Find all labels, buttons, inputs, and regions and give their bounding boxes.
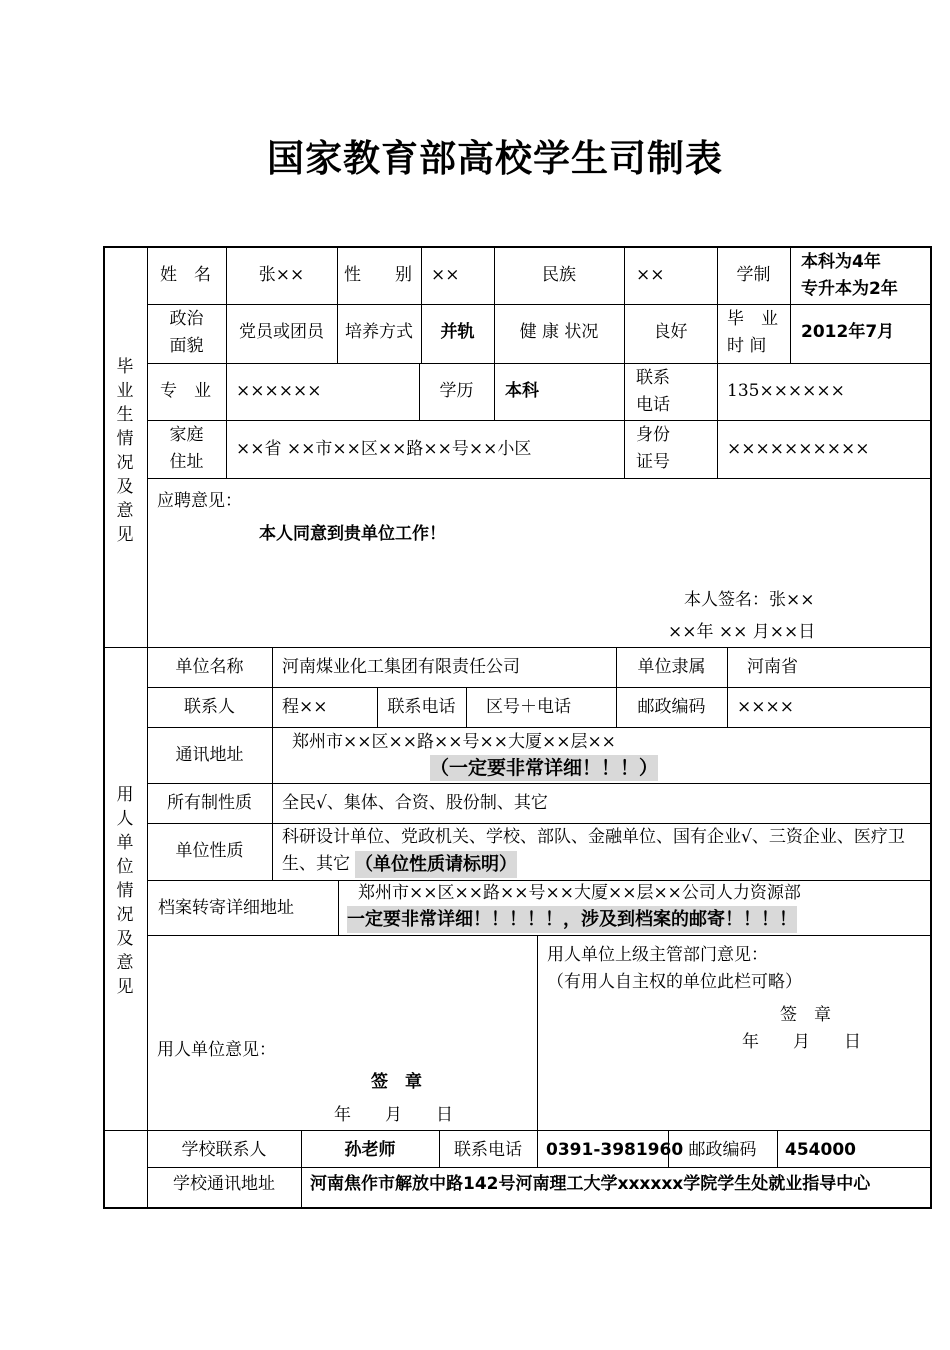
- contact-phone-value: 区号＋电话: [486, 697, 571, 717]
- affiliation-value: 河南省: [747, 657, 798, 677]
- page-title: 国家教育部高校学生司制表: [267, 137, 723, 180]
- health-label: 健 康 状况: [519, 322, 599, 342]
- opinion-text: 本人同意到贵单位工作！: [259, 524, 446, 544]
- graduate-signature: 本人签名：张××: [684, 590, 815, 610]
- address-value: ××省 ××市××区××路××号××小区: [236, 439, 532, 459]
- postcode-value: ××××: [737, 697, 794, 717]
- graduate-date: ××年 ×× 月××日: [668, 622, 816, 642]
- schooling-line2: 专升本为2年: [801, 279, 898, 299]
- mail-address-value: 郑州市××区××路××号××大厦××层××: [292, 732, 616, 752]
- phone-label-1: 联系: [636, 368, 670, 388]
- address-label-2: 住址: [169, 452, 204, 472]
- cell-divider: [338, 880, 339, 935]
- postcode-label: 邮政编码: [637, 697, 706, 717]
- archive-label: 档案转寄详细地址: [158, 898, 294, 918]
- opinion-label: 应聘意见：: [157, 491, 242, 511]
- section-divider: [104, 1130, 931, 1131]
- school-contact-value: 孙老师: [344, 1140, 396, 1160]
- school-postcode-value: 454000: [785, 1140, 856, 1160]
- ownership-label: 所有制性质: [167, 793, 252, 813]
- unit-date: 年 月 日: [334, 1105, 453, 1125]
- row-divider: [147, 687, 932, 688]
- training-value: 并轨: [440, 322, 475, 342]
- row-divider: [147, 783, 932, 784]
- unit-name-label: 单位名称: [175, 657, 244, 677]
- id-label-2: 证号: [636, 452, 670, 472]
- cell-divider: [624, 247, 625, 478]
- gender-value: ××: [431, 265, 460, 285]
- column-divider: [147, 247, 148, 1209]
- contact-value: 程××: [282, 697, 328, 717]
- section-label-employer: 用人单位情况及意见: [116, 785, 134, 997]
- health-value: 良好: [653, 322, 688, 342]
- cell-divider: [226, 363, 227, 478]
- name-value: 张××: [258, 265, 305, 285]
- cell-divider: [790, 247, 791, 363]
- row-divider: [147, 478, 932, 479]
- school-contact-label: 学校联系人: [181, 1140, 267, 1160]
- nature-note: （单位性质请标明）: [355, 851, 517, 878]
- nature-line1: 科研设计单位、党政机关、学校、部队、金融单位、国有企业√、三资企业、医疗卫: [282, 827, 905, 847]
- school-address-label: 学校通讯地址: [173, 1174, 275, 1194]
- ethnicity-label: 民族: [542, 265, 576, 285]
- schooling-line1: 本科为4年: [801, 252, 881, 272]
- row-divider: [147, 304, 932, 305]
- cell-divider: [537, 1130, 538, 1167]
- cell-divider: [777, 1130, 778, 1167]
- graduation-value: 2012年7月: [801, 322, 895, 342]
- archive-value: 郑州市××区××路××号××大厦××层××公司人力资源部: [358, 883, 801, 903]
- section-label-graduate: 毕业生情况及意见: [116, 357, 134, 545]
- education-label: 学历: [439, 381, 474, 401]
- archive-note: 一定要非常详细！！！！！，涉及到档案的邮寄！！！！: [347, 906, 797, 933]
- phone-value: 135××××××: [727, 381, 845, 401]
- school-postcode-label: 邮政编码: [688, 1140, 757, 1160]
- id-value: ××××××××××: [727, 439, 870, 459]
- address-label-1: 家庭: [169, 425, 204, 445]
- gender-label: 性 别: [344, 265, 412, 285]
- affiliation-label: 单位隶属: [637, 657, 706, 677]
- political-label-2: 面貌: [169, 336, 204, 356]
- contact-label: 联系人: [184, 697, 235, 717]
- superior-date: 年 月 日: [742, 1032, 861, 1052]
- major-label: 专 业: [160, 381, 211, 401]
- id-label-1: 身份: [636, 425, 670, 445]
- schooling-label: 学制: [736, 265, 771, 285]
- education-value: 本科: [505, 381, 539, 401]
- school-address-value: 河南焦作市解放中路142号河南理工大学xxxxxx学院学生处就业指导中心: [310, 1174, 871, 1194]
- row-divider: [147, 1167, 932, 1168]
- ownership-value: 全民√、集体、合资、股份制、其它: [282, 793, 548, 813]
- unit-seal: 签 章: [371, 1072, 422, 1092]
- graduation-label-2: 时 间: [727, 336, 767, 356]
- superior-seal: 签 章: [780, 1005, 831, 1025]
- nature-line2: 生、其它: [282, 854, 350, 874]
- unit-name-value: 河南煤业化工集团有限责任公司: [282, 657, 520, 677]
- nature-label: 单位性质: [175, 841, 244, 861]
- school-phone-value: 0391-3981960: [546, 1140, 684, 1160]
- cell-divider: [466, 687, 467, 727]
- training-label: 培养方式: [345, 322, 413, 342]
- row-divider: [147, 935, 932, 936]
- political-value: 党员或团员: [239, 322, 324, 342]
- mail-address-label: 通讯地址: [175, 745, 244, 765]
- mail-address-note: （一定要非常详细！！！）: [430, 757, 659, 779]
- school-phone-label: 联系电话: [454, 1140, 522, 1160]
- cell-divider: [272, 647, 273, 880]
- cell-divider: [727, 647, 728, 727]
- row-divider: [147, 420, 932, 421]
- political-label-1: 政治: [169, 309, 204, 329]
- ethnicity-value: ××: [636, 265, 665, 285]
- cell-divider: [537, 935, 538, 1130]
- major-value: ××××××: [236, 381, 322, 401]
- superior-label: 用人单位上级主管部门意见：: [547, 945, 768, 965]
- name-label: 姓 名: [160, 265, 211, 285]
- contact-phone-label: 联系电话: [387, 697, 456, 717]
- unit-opinion-label: 用人单位意见：: [157, 1040, 276, 1060]
- row-divider: [147, 363, 932, 364]
- phone-label-2: 电话: [636, 395, 670, 415]
- graduation-label-1: 毕 业: [727, 309, 778, 329]
- section-divider: [104, 647, 931, 648]
- superior-note: （有用人自主权的单位此栏可略）: [547, 972, 802, 992]
- row-divider: [147, 727, 932, 728]
